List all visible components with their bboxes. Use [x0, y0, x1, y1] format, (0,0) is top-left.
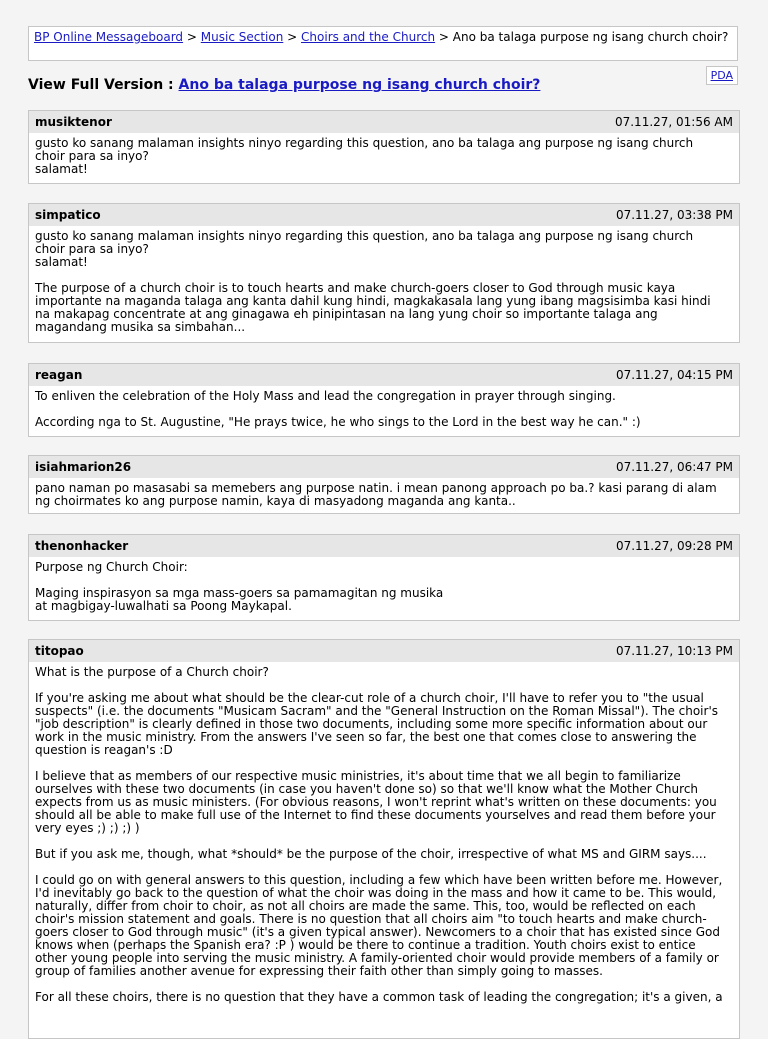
post-body: pano naman po masasabi sa memebers ang purpose natin. i mean panong approach po ba.? kasi parang di alam ng choirmates ko ang purpose namin, kaya di masyadong maganda ang kanta..	[35, 481, 717, 508]
post	[28, 203, 740, 343]
full-version-link[interactable]: Ano ba talaga purpose ng isang church choir?	[178, 77, 541, 93]
pda-box	[706, 66, 738, 85]
breadcrumb	[28, 26, 738, 61]
breadcrumb-link-forum[interactable]: Choirs and the Church	[301, 30, 436, 44]
post-username: thenonhacker	[35, 539, 129, 553]
post-username: titopao	[35, 644, 84, 658]
breadcrumb-separator: >	[287, 30, 298, 44]
post-username: simpatico	[35, 208, 101, 222]
post-timestamp: 07.11.27, 03:38 PM	[615, 208, 733, 222]
post-body: Purpose ng Church Choir: Maging inspirasyon sa mga mass-goers sa pamamagitan ng musika at magbigay-luwalhati sa Poong Maykapal.	[35, 560, 444, 613]
post-header	[29, 640, 739, 662]
post-body: gusto ko sanang malaman insights ninyo regarding this question, ano ba talaga ang purpose ng isang church choir para sa inyo? salamat! The purpose of a church choir is to touch hearts and make church-goers closer to God through music kaya importante na maganda talaga ang kanta dahil kung hindi, magkakasala lang yung ibang magsisimba kasi hindi na makapag concentrate at ang ginagawa eh pinipintasan na lang yung choir so importante talaga ang magandang musika sa simbahan...	[35, 229, 711, 334]
post-timestamp: 07.11.27, 09:28 PM	[615, 539, 733, 553]
post-header	[29, 535, 739, 557]
post-username: isiahmarion26	[35, 460, 132, 474]
breadcrumb-separator: >	[438, 30, 449, 44]
post-header	[29, 204, 739, 226]
post-username: musiktenor	[35, 115, 112, 129]
post	[28, 363, 740, 437]
post-body: What is the purpose of a Church choir? If you're asking me about what should be the clear-cut role of a church choir, I'll have to refer you to "the usual suspects" (i.e. the documents "Musicam Sacram" and the "General Instruction on the Roman Missal"). The choir's "job description" is clearly defined in those two documents, including some more specific information about our work in the music ministry. From the answers I've seen so far, the best one that comes close to answering the question is reagan's :D I believe that as members of our respective music ministries, it's about time that we all begin to familiarize ourselves with these two documents (in case you haven't done so) so that we'll know what the Mother Church expects from us as music ministers. (For obvious reasons, I won't reprint what's written on these documents: you should all be able to make full use of the Internet to find these documents yourselves and read them before your very eyes ;) ;) ;) ) But if you ask me, though, what *should* be the purpose of the choir, irrespective of what MS and GIRM says.... I could go on with general answers to this question, including a few which have been written before me. However, I'd inevitably go back to the question of what the choir was doing in the mass and how it came to be. This would, naturally, differ from choir to choir, as not all choirs are made the same. This, too, would be reflected on each choir's mission statement and goals. There is no question that all choirs aim "to touch hearts and make church- goers closer to God through music" (it's a given typical answer). Newcomers to a choir that has existed since God knows when (perhaps the Spanish era? :P ) would be there to continue a tradition. Youth choirs exist to entice other young people into serving the music ministry. A family-oriented choir would provide members of a family or group of families another avenue for expressing their faith other than simply going to masses. For all these choirs, there is no question that they have a common task of leading the congregation; it's a given, a	[35, 665, 723, 1004]
post-timestamp: 07.11.27, 04:15 PM	[615, 368, 733, 382]
post-body: To enliven the celebration of the Holy Mass and lead the congregation in prayer through singing. According nga to St. Augustine, "He prays twice, he who sings to the Lord in the best way he can." :)	[35, 389, 641, 429]
post-timestamp: 07.11.27, 06:47 PM	[615, 460, 733, 474]
post	[28, 534, 740, 621]
post-body: gusto ko sanang malaman insights ninyo regarding this question, ano ba talaga ang purpose ng isang church choir para sa inyo? salamat!	[35, 136, 694, 176]
breadcrumb-separator: >	[186, 30, 197, 44]
full-version-label: View Full Version :	[28, 77, 174, 93]
breadcrumb-thread-title: Ano ba talaga purpose ng isang church choir?	[452, 30, 729, 44]
post	[28, 110, 740, 184]
post-header	[29, 364, 739, 386]
breadcrumb-link-board[interactable]: BP Online Messageboard	[34, 30, 184, 44]
post-username: reagan	[35, 368, 83, 382]
post-header	[29, 456, 739, 478]
post	[28, 455, 740, 514]
full-version-heading	[28, 77, 540, 93]
pda-link[interactable]: PDA	[710, 69, 733, 82]
post-timestamp: 07.11.27, 01:56 AM	[614, 115, 733, 129]
post	[28, 639, 740, 1039]
post-header	[29, 111, 739, 133]
breadcrumb-link-section[interactable]: Music Section	[200, 30, 284, 44]
post-timestamp: 07.11.27, 10:13 PM	[615, 644, 733, 658]
